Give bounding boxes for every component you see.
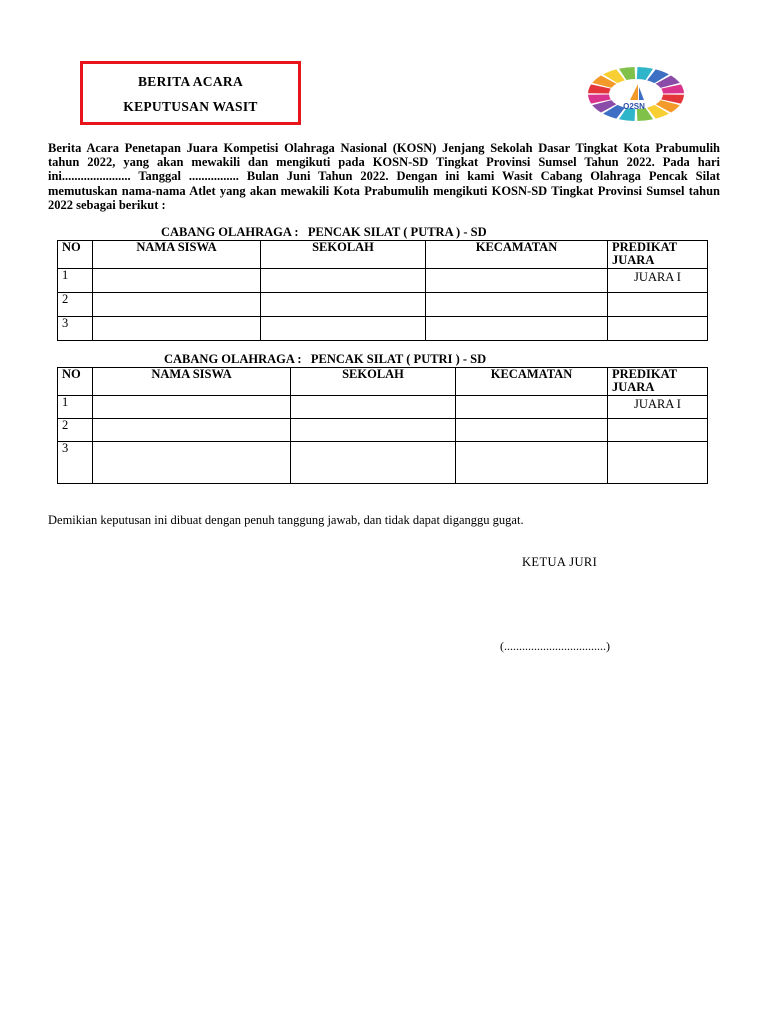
cell-kecamatan: [456, 419, 608, 442]
header-nama-siswa: NAMA SISWA: [93, 241, 261, 269]
closing-statement: Demikian keputusan ini dibuat dengan penuh tanggung jawab, dan tidak dapat diganggu gugat.: [48, 513, 524, 527]
cell-sekolah: [291, 419, 456, 442]
signature-name-placeholder: (..................................): [500, 639, 610, 653]
cell-predikat: JUARA I: [608, 269, 708, 293]
header-no: NO: [58, 368, 93, 396]
header-kecamatan: KECAMATAN: [456, 368, 608, 396]
cell-sekolah: [291, 442, 456, 484]
o2sn-logo-graphic: [580, 62, 692, 126]
table-header-row: [58, 368, 708, 396]
cell-no: 2: [58, 293, 93, 317]
table-row: [58, 396, 708, 419]
cell-kecamatan: [426, 269, 608, 293]
table-row: [58, 442, 708, 484]
header-nama-siswa: NAMA SISWA: [93, 368, 291, 396]
cell-no: 1: [58, 269, 93, 293]
logo-sail-icon: [630, 84, 638, 100]
cell-nama: [93, 317, 261, 341]
cell-no: 3: [58, 442, 93, 484]
header-sekolah: SEKOLAH: [291, 368, 456, 396]
header-no: NO: [58, 241, 93, 269]
header-kecamatan: KECAMATAN: [426, 241, 608, 269]
cell-nama: [93, 442, 291, 484]
cell-nama: [93, 269, 261, 293]
signature-role: KETUA JURI: [522, 555, 598, 569]
document-title-line2: KEPUTUSAN WASIT: [123, 99, 258, 114]
cell-sekolah: [291, 396, 456, 419]
caption-putra: CABANG OLAHRAGA : PENCAK SILAT ( PUTRA ) - SD: [161, 225, 487, 239]
cell-predikat: JUARA I: [608, 396, 708, 419]
table-putra: [57, 240, 708, 341]
table-putri: [57, 367, 708, 484]
cell-predikat: [608, 293, 708, 317]
cell-kecamatan: [426, 317, 608, 341]
cell-sekolah: [261, 317, 426, 341]
intro-paragraph: Berita Acara Penetapan Juara Kompetisi Olahraga Nasional (KOSN) Jenjang Sekolah Dasar Tingkat Kota Prabumulih tahun 2022, yang akan mewakili dan mengikuti pada KOSN-SD Tingkat Provinsi Sumsel Tahun 2022. Pada hari ini...................... Tanggal ................ Bulan Juni Tahun 2022. Dengan ini kami Wasit Cabang Olahraga Pencak Silat memutuskan nama-nama Atlet yang akan mewakili Kota Prabumulih mengikuti KOSN-SD Tingkat Provinsi Sumsel tahun 2022 sebagai berikut :: [48, 141, 720, 212]
cell-kecamatan: [456, 396, 608, 419]
cell-sekolah: [261, 269, 426, 293]
cell-kecamatan: [426, 293, 608, 317]
logo-sail-icon: [639, 87, 644, 100]
header-predikat-juara: PREDIKAT JUARA: [608, 368, 708, 396]
table-row: [58, 293, 708, 317]
cell-predikat: [608, 442, 708, 484]
table-header-row: [58, 241, 708, 269]
cell-no: 3: [58, 317, 93, 341]
cell-kecamatan: [456, 442, 608, 484]
cell-nama: [93, 419, 291, 442]
o2sn-logo-text: O2SN: [623, 102, 645, 111]
document-title-box: [80, 61, 301, 125]
header-sekolah: SEKOLAH: [261, 241, 426, 269]
caption-putri: CABANG OLAHRAGA : PENCAK SILAT ( PUTRI ) - SD: [164, 352, 487, 366]
document-title-line1: BERITA ACARA: [138, 74, 243, 89]
cell-no: 1: [58, 396, 93, 419]
cell-predikat: [608, 419, 708, 442]
table-row: [58, 419, 708, 442]
table-row: [58, 269, 708, 293]
cell-nama: [93, 396, 291, 419]
cell-predikat: [608, 317, 708, 341]
cell-sekolah: [261, 293, 426, 317]
o2sn-logo: [580, 62, 692, 126]
header-predikat-juara: PREDIKAT JUARA: [608, 241, 708, 269]
cell-no: 2: [58, 419, 93, 442]
table-row: [58, 317, 708, 341]
cell-nama: [93, 293, 261, 317]
